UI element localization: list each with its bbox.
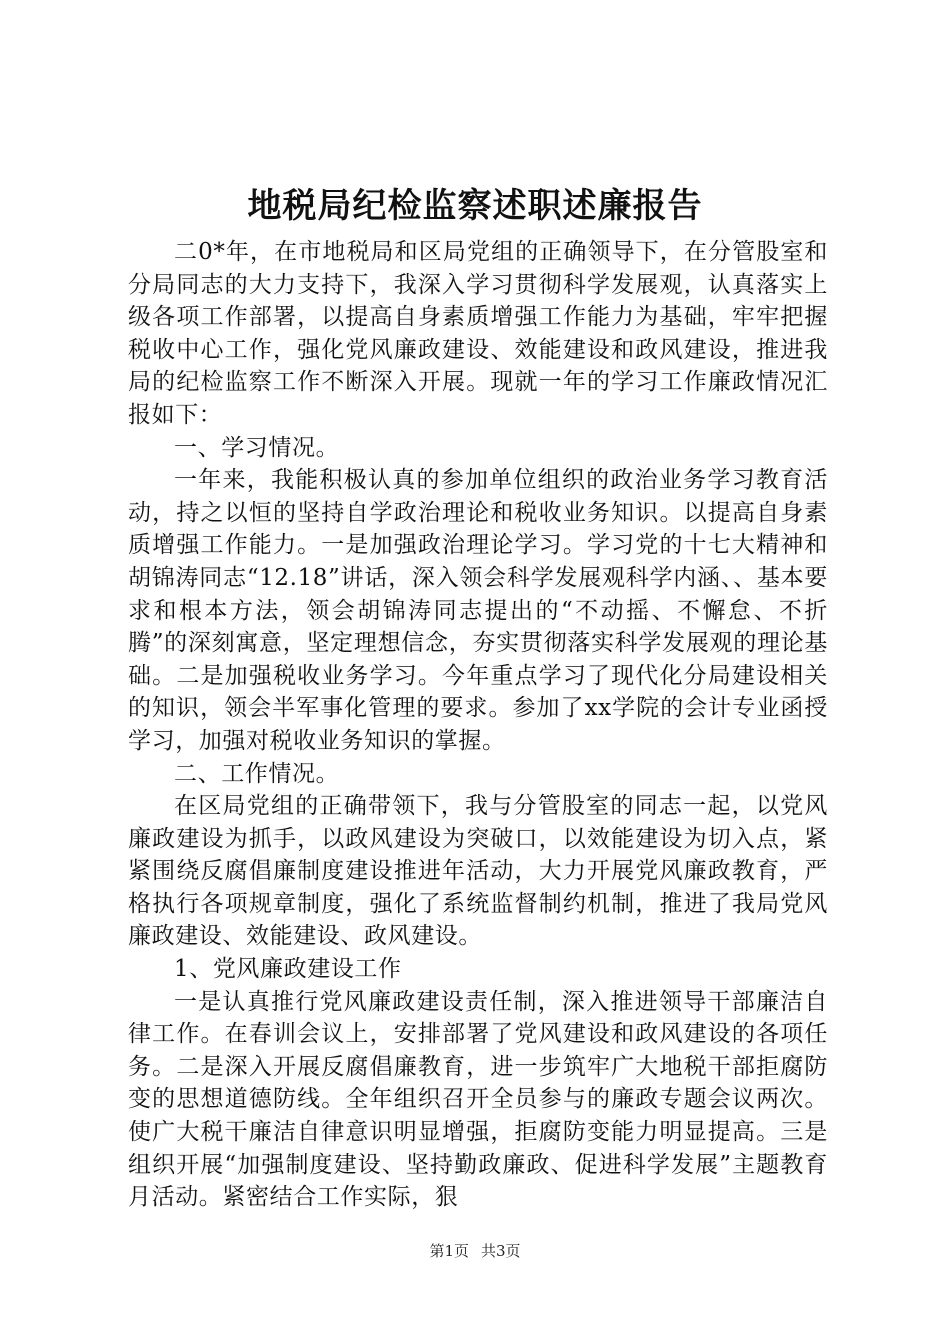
page-footer	[0, 1240, 950, 1262]
document-body	[128, 236, 828, 1214]
subsection-heading-integrity: 1、党风廉政建设工作	[174, 956, 402, 983]
paragraph-intro: 二0*年，在市地税局和区局党组的正确领导下，在分管股室和分局同志的大力支持下，我深入学习贯彻科学发展观，认真落实上级各项工作部署，以提高自身素质增强工作能力为基础，牢牢把握税收中心工作，强化党风廉政建设、效能建设和政风建设，推进我局的纪检监察工作不断深入开展。现就一年的学习工作廉政情况汇报如下：	[128, 239, 828, 428]
document-title: 地税局纪检监察述职述廉报告	[247, 186, 703, 226]
page-number: 第1页	[429, 1242, 469, 1260]
paragraph-work: 在区局党组的正确带领下，我与分管股室的同志一起，以党风廉政建设为抓手，以政风建设为突破口，以效能建设为切入点，紧紧围绕反腐倡廉制度建设推进年活动，大力开展党风廉政教育，严格执行各项规章制度，强化了系统监督制约机制，推进了我局党风廉政建设、效能建设、政风建设。	[128, 793, 828, 950]
paragraph-integrity: 一是认真推行党风廉政建设责任制，深入推进领导干部廉洁自律工作。在春训会议上，安排部署了党风建设和政风建设的各项任务。二是深入开展反腐倡廉教育，进一步筑牢广大地税干部拒腐防变的思想道德防线。全年组织召开全员参与的廉政专题会议两次。使广大税干廉洁自律意识明显增强，拒腐防变能力明显提高。三是组织开展“加强制度建设、坚持勤政廉政、促进科学发展”主题教育月活动。紧密结合工作实际，狠	[128, 988, 828, 1211]
section-heading-work: 二、工作情况。	[174, 760, 340, 787]
section-heading-study: 一、学习情况。	[174, 434, 340, 461]
page-total: 共3页	[481, 1242, 521, 1260]
paragraph-study: 一年来，我能积极认真的参加单位组织的政治业务学习教育活动，持之以恒的坚持自学政治理论和税收业务知识。以提高自身素质增强工作能力。一是加强政治理论学习。学习党的十七大精神和胡锦涛同志“12.18”讲话，深入领会科学发展观科学内涵、、基本要求和根本方法，领会胡锦涛同志提出的“不动摇、不懈怠、不折腾”的深刻寓意，坚定理想信念，夯实贯彻落实科学发展观的理论基础。二是加强税收业务学习。今年重点学习了现代化分局建设相关的知识，领会半军事化管理的要求。参加了xx学院的会计专业函授学习，加强对税收业务知识的掌握。	[128, 467, 828, 754]
